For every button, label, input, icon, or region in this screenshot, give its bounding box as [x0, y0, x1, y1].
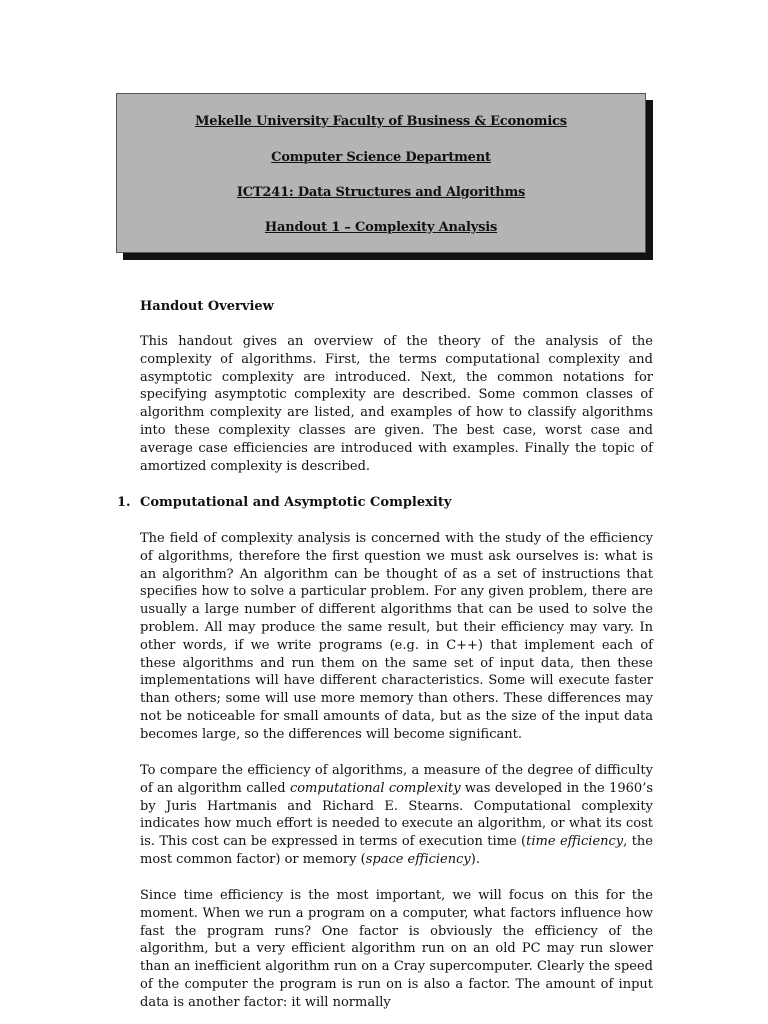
university-title: Mekelle University Faculty of Business & Economics	[195, 114, 567, 129]
course-title: ICT241: Data Structures and Algorithms	[236, 185, 526, 200]
para2-text-3: , the most common factor) or memory (	[140, 834, 653, 867]
overview-paragraph: This handout gives an overview of the theory of the analysis of the complexity of algorithms. First, the terms computational complexity and asymptotic complexity are introduced. Next, the common notations for specifying asymptotic complexity are described. Some common classes of algorithm complexity are listed, and examples of how to classify algorithms into these complexity classes are given. The best case, worst case and average case efficiencies are introduced with examples. Finally the topic of amortized complexity is described.	[140, 334, 653, 474]
section-paragraph-2	[140, 762, 653, 869]
para2-text-2: was developed in the 1960’s by Juris Hartmanis and Richard E. Stearns. Computational complexity indicates how much effort is needed to execute an algorithm, or what its cost is. This cost can be expressed in terms of execution time (	[140, 780, 654, 850]
section-heading: Computational and Asymptotic Complexity	[140, 495, 452, 510]
para2-text-4: ).	[470, 851, 480, 867]
section-paragraph-1: The field of complexity analysis is concerned with the study of the efficiency of algorithms, therefore the first question we must ask ourselves is: what is an algorithm? An algorithm can be thought of as a set of instructions that specifies how to solve a particular problem. For any given problem, there are usually a large number of different algorithms that can be used to solve the problem. All may produce the same result, but their efficiency may vary. In other words, if we write programs (e.g. in C++) that implement each of these algorithms and run them on the same set of input data, then these implementations will have different characteristics. Some will execute faster than others; some will use more memory than others. These differences may not be noticeable for small amounts of data, but as the size of the input data becomes large, so the differences will become significant.	[140, 531, 653, 742]
para2-text-1: To compare the efficiency of algorithms, a measure of the degree of difficulty of an algorithm called	[140, 763, 653, 796]
section-number: 1.	[117, 495, 131, 510]
department-title: Computer Science Department	[271, 150, 491, 165]
title-box	[116, 93, 646, 253]
para2-emphasis-2: time efficiency	[526, 834, 624, 850]
para2-emphasis-1: computational complexity	[289, 780, 461, 796]
section-paragraph-3: Since time efficiency is the most important, we will focus on this for the moment. When we run a program on a computer, what factors influence how fast the program runs? One factor is obviously the efficiency of the algorithm, but a very efficient algorithm run on an old PC may run slower than an inefficient algorithm run on a Cray supercomputer. Clearly the speed of the computer the program is run on is also a factor. The amount of input data is another factor: it will normally	[140, 888, 653, 1010]
overview-heading: Handout Overview	[140, 299, 274, 314]
handout-title: Handout 1 – Complexity Analysis	[264, 220, 498, 235]
para2-emphasis-3: space efficiency	[365, 851, 471, 867]
